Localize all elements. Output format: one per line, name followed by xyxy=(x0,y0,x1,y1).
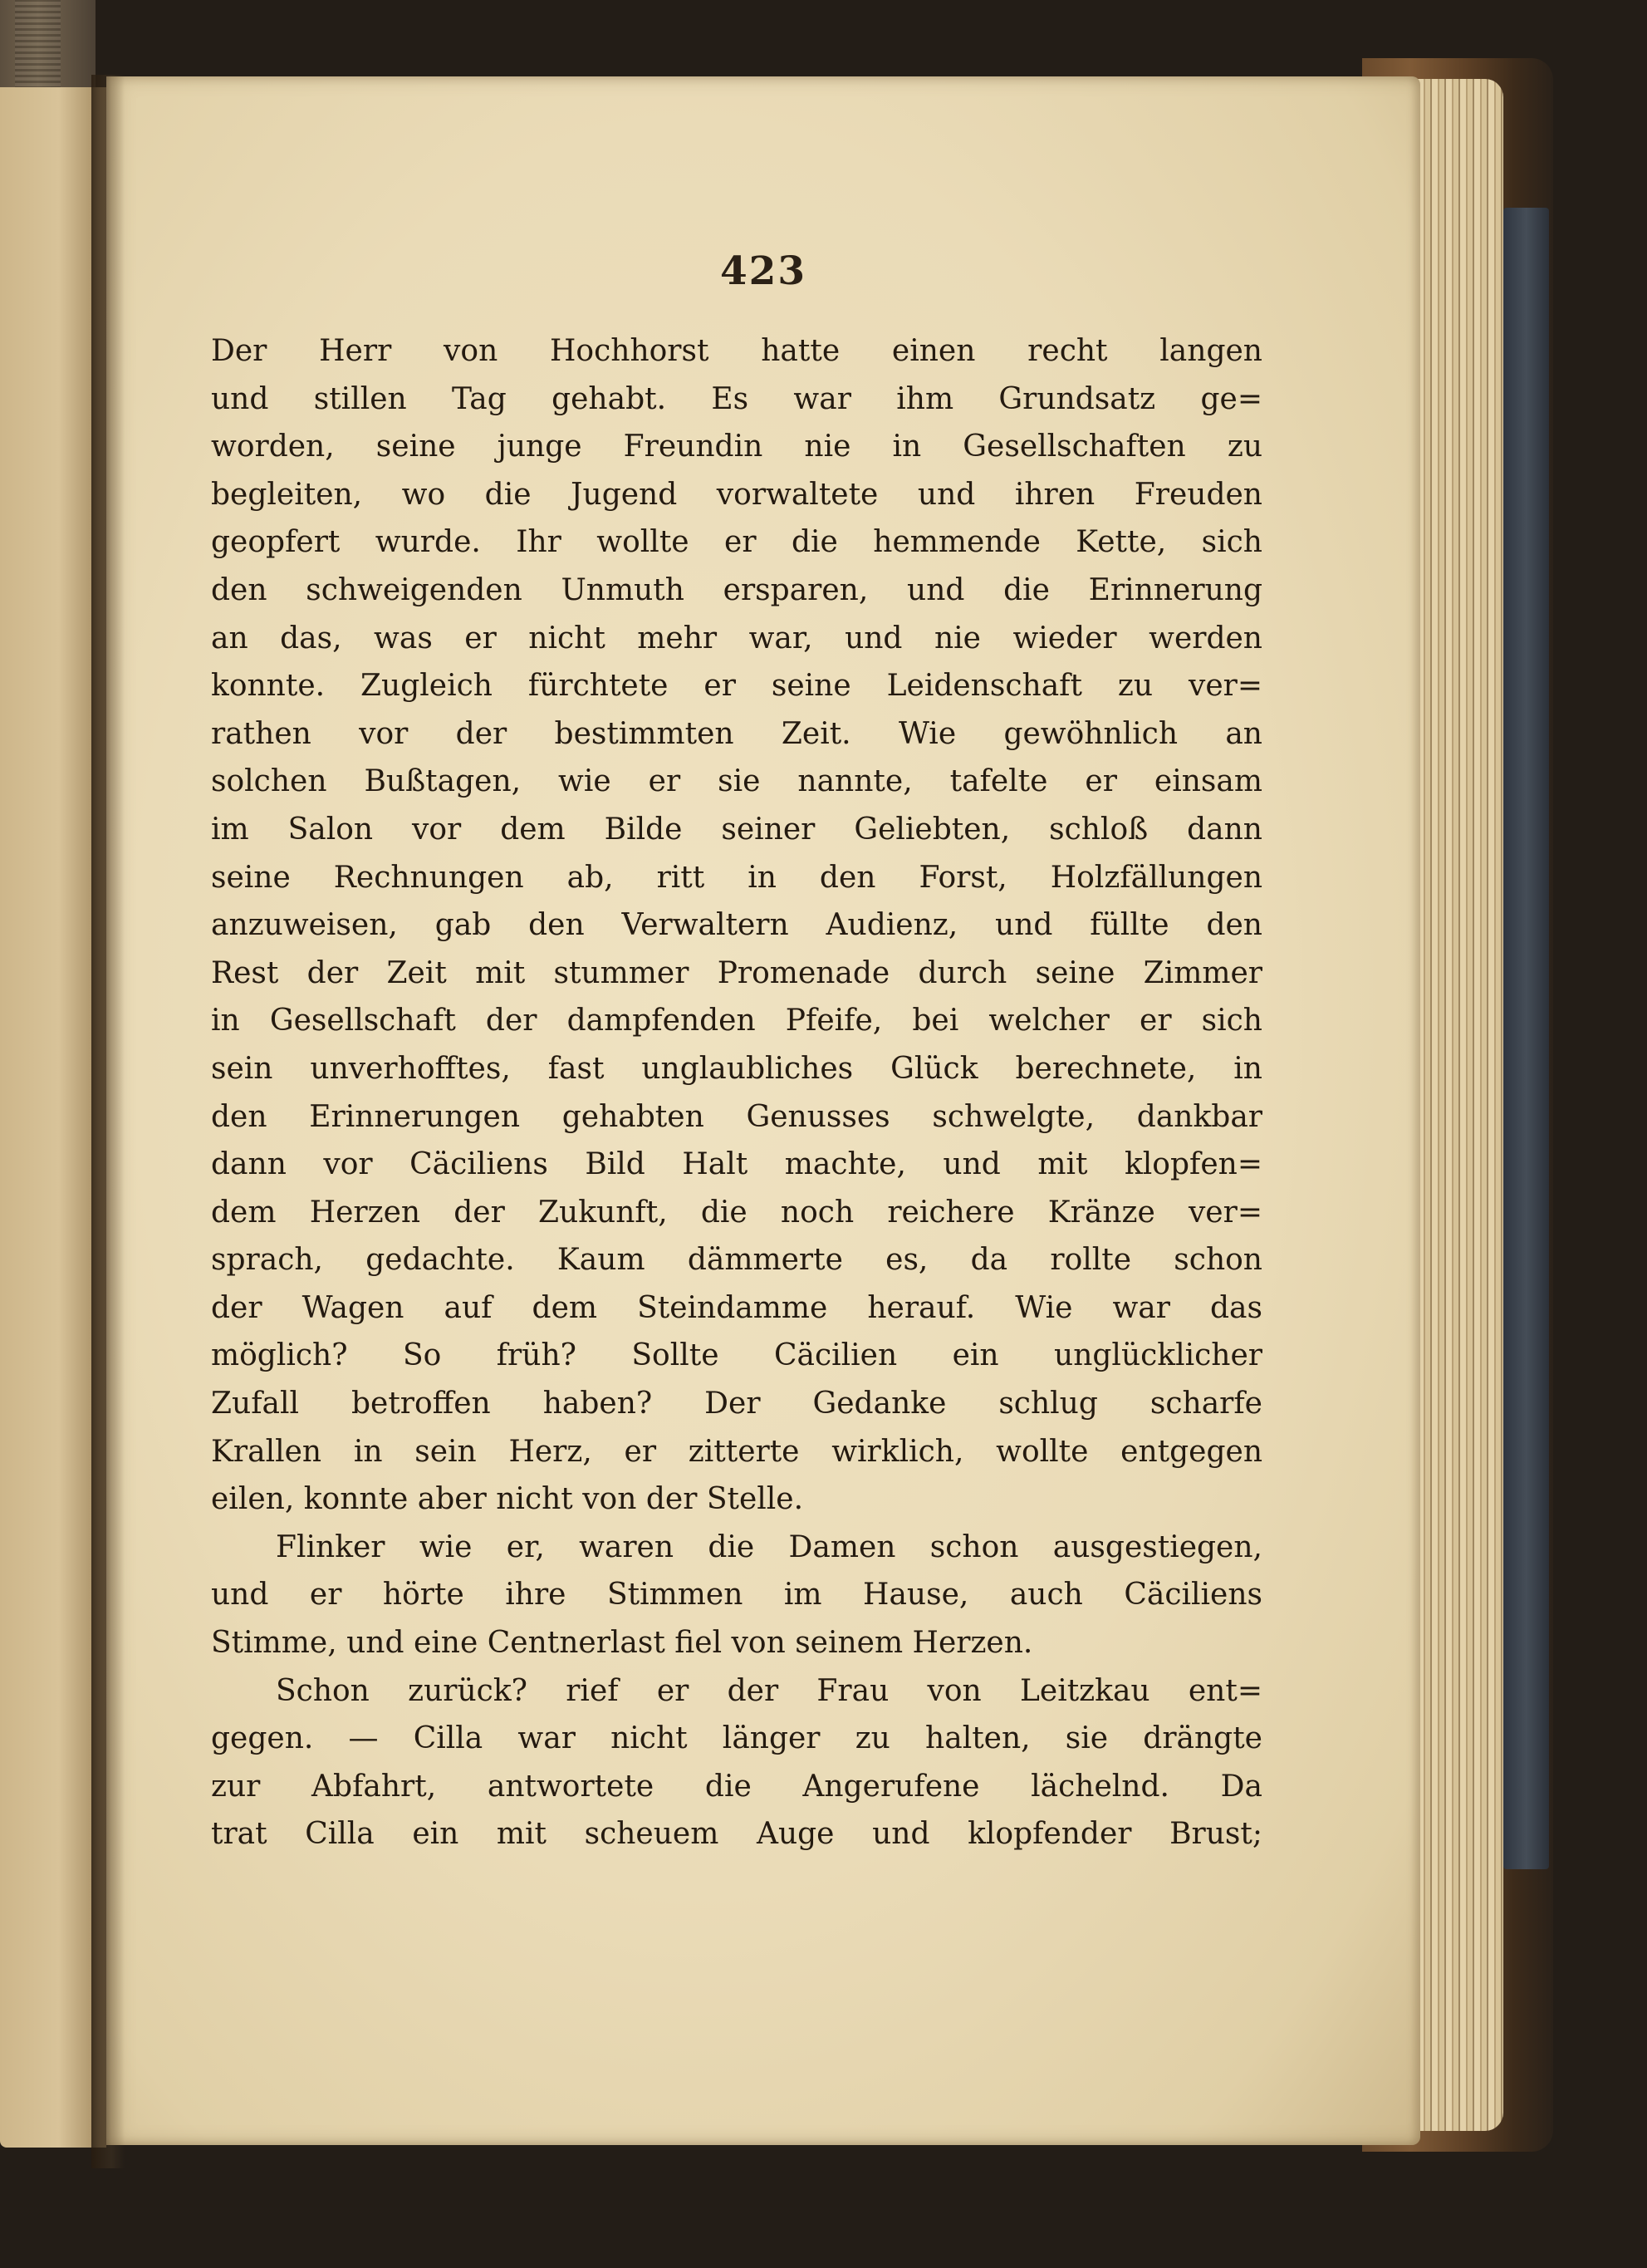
text-line: im Salon vor dem Bilde seiner Geliebten, schloß dann xyxy=(211,812,1262,847)
text-line: konnte. Zugleich fürchtete er seine Leidenschaft zu ver= xyxy=(211,669,1262,704)
text-line: und er hörte ihre Stimmen im Hause, auch Cäciliens xyxy=(211,1578,1262,1613)
page-body-text xyxy=(211,327,1262,1858)
text-line: in Gesellschaft der dampfenden Pfeife, bei welcher er sich xyxy=(211,1004,1262,1038)
text-line: zur Abfahrt, antwortete die Angerufene lächelnd. Da xyxy=(211,1769,1262,1804)
text-line: anzuweisen, gab den Verwaltern Audienz, und füllte den xyxy=(211,908,1262,943)
book-page xyxy=(106,76,1420,2145)
cover-spine-strip xyxy=(1503,208,1549,1869)
text-line: an das, was er nicht mehr war, und nie wieder werden xyxy=(211,621,1262,655)
text-line: begleiten, wo die Jugend vorwaltete und ihren Freuden xyxy=(211,477,1262,512)
text-line: den schweigenden Unmuth ersparen, und die Erinnerung xyxy=(211,572,1262,607)
text-line: der Wagen auf dem Steindamme herauf. Wie war das xyxy=(211,1290,1262,1325)
text-line: geopfert wurde. Ihr wollte er die hemmende Kette, sich xyxy=(211,525,1262,560)
page-number: 423 xyxy=(719,248,807,294)
text-line: dem Herzen der Zukunft, die noch reichere Kränze ver= xyxy=(211,1195,1262,1230)
text-line: eilen, konnte aber nicht von der Stelle. xyxy=(211,1482,804,1517)
text-line: Krallen in sein Herz, er zitterte wirklich, wollte entgegen xyxy=(211,1434,1262,1469)
text-line: Zufall betroffen haben? Der Gedanke schlug scharfe xyxy=(211,1387,1262,1421)
text-line: rathen vor der bestimmten Zeit. Wie gewöhnlich an xyxy=(211,716,1262,751)
text-line: Rest der Zeit mit stummer Promenade durch seine Zimmer xyxy=(211,955,1262,990)
text-line: worden, seine junge Freundin nie in Gesellschaften zu xyxy=(211,430,1262,464)
text-line: Der Herr von Hochhorst hatte einen recht langen xyxy=(211,334,1262,368)
text-line: dann vor Cäciliens Bild Halt machte, und mit klopfen= xyxy=(211,1147,1262,1182)
text-line: den Erinnerungen gehabten Genusses schwelgte, dankbar xyxy=(211,1099,1262,1134)
text-line: seine Rechnungen ab, ritt in den Forst, Holzfällungen xyxy=(211,860,1262,895)
text-line: trat Cilla ein mit scheuem Auge und klopfender Brust; xyxy=(211,1817,1262,1852)
text-line: sprach, gedachte. Kaum dämmerte es, da rollte schon xyxy=(211,1243,1262,1278)
text-line: und stillen Tag gehabt. Es war ihm Grundsatz ge= xyxy=(211,381,1262,416)
gutter-shadow xyxy=(91,75,125,2168)
text-line: Stimme, und eine Centnerlast fiel von seinem Herzen. xyxy=(211,1626,1033,1661)
text-line: Schon zurück? rief er der Frau von Leitzkau ent= xyxy=(276,1673,1262,1708)
text-line: möglich? So früh? Sollte Cäcilien ein unglücklicher xyxy=(211,1338,1262,1373)
facing-page-edge xyxy=(0,87,106,2148)
text-line: sein unverhofftes, fast unglaubliches Glück berechnete, in xyxy=(211,1051,1262,1086)
text-line: gegen. — Cilla war nicht länger zu halten, sie drängte xyxy=(211,1721,1262,1756)
text-line: solchen Bußtagen, wie er sie nannte, tafelte er einsam xyxy=(211,764,1262,799)
text-line: Flinker wie er, waren die Damen schon ausgestiegen, xyxy=(276,1529,1262,1564)
